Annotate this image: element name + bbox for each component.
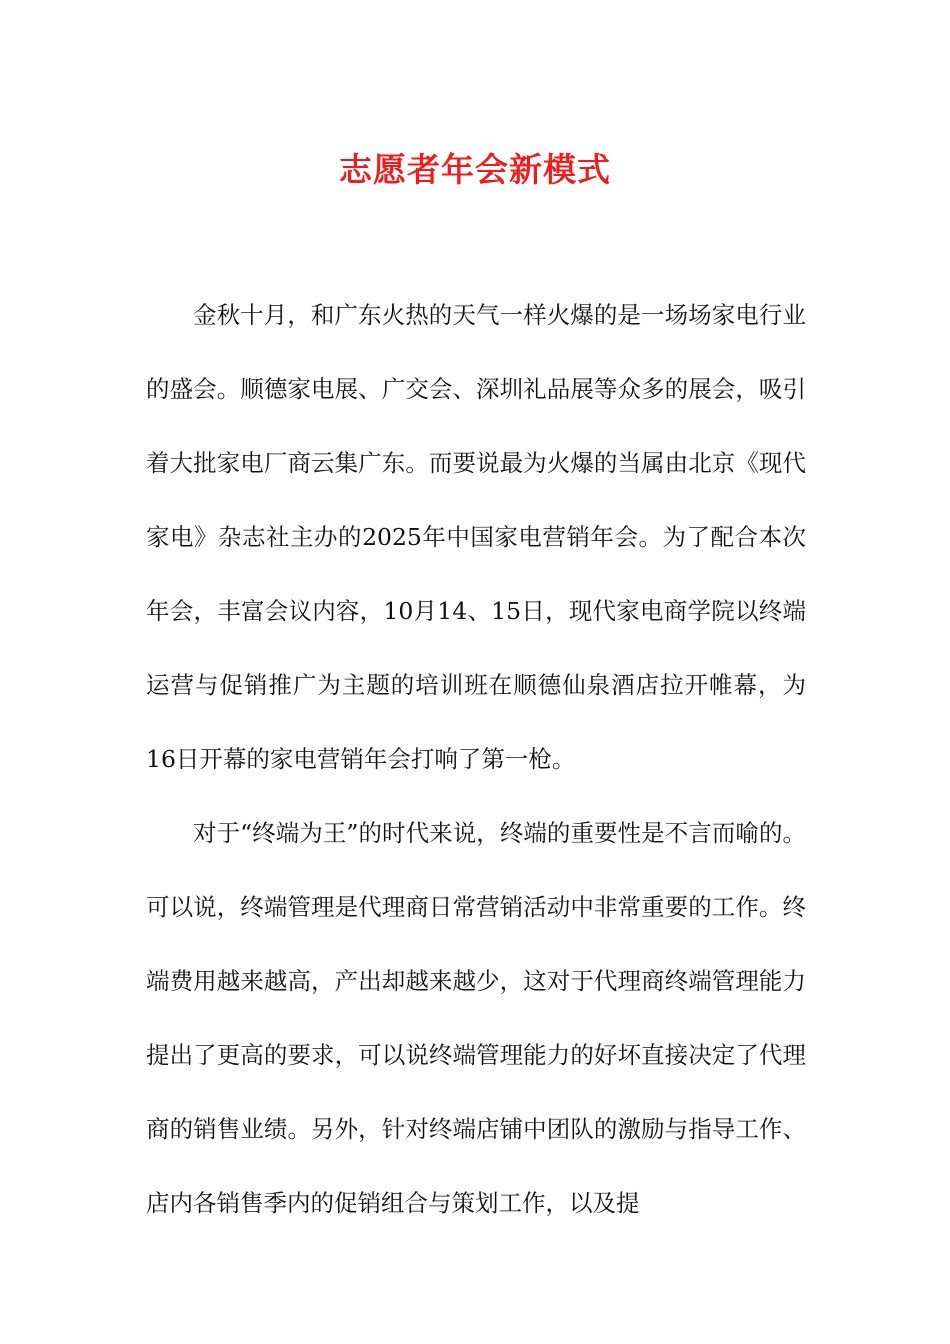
body-paragraph-2: 对于“终端为王”的时代来说，终端的重要性是不言而喻的。可以说，终端管理是代理商日常营销活动中非常重要的工作。终端费用越来越高，产出却越来越少，这对于代理商终端管理能力提出了更高的要求，可以说终端管理能力的好坏直接决定了代理商的销售业绩。另外，针对终端店铺中团队的激励与指导工作、店内各销售季内的促销组合与策划工作，以及提 (146, 819, 806, 1217)
body-paragraph-1: 金秋十月，和广东火热的天气一样火爆的是一场场家电行业的盛会。顺德家电展、广交会、深圳礼品展等众多的展会，吸引着大批家电厂商云集广东。而要说最为火爆的当属由北京《现代家电》杂志社主办的2025年中国家电营销年会。为了配合本次年会，丰富会议内容，10月14、15日，现代家电商学院以终端运营与促销推广为主题的培训班在顺德仙泉酒店拉开帷幕，为16日开幕的家电营销年会打响了第一枪。 (146, 301, 806, 773)
document-body (146, 278, 806, 1240)
document-title: 志愿者年会新模式 (339, 150, 611, 189)
